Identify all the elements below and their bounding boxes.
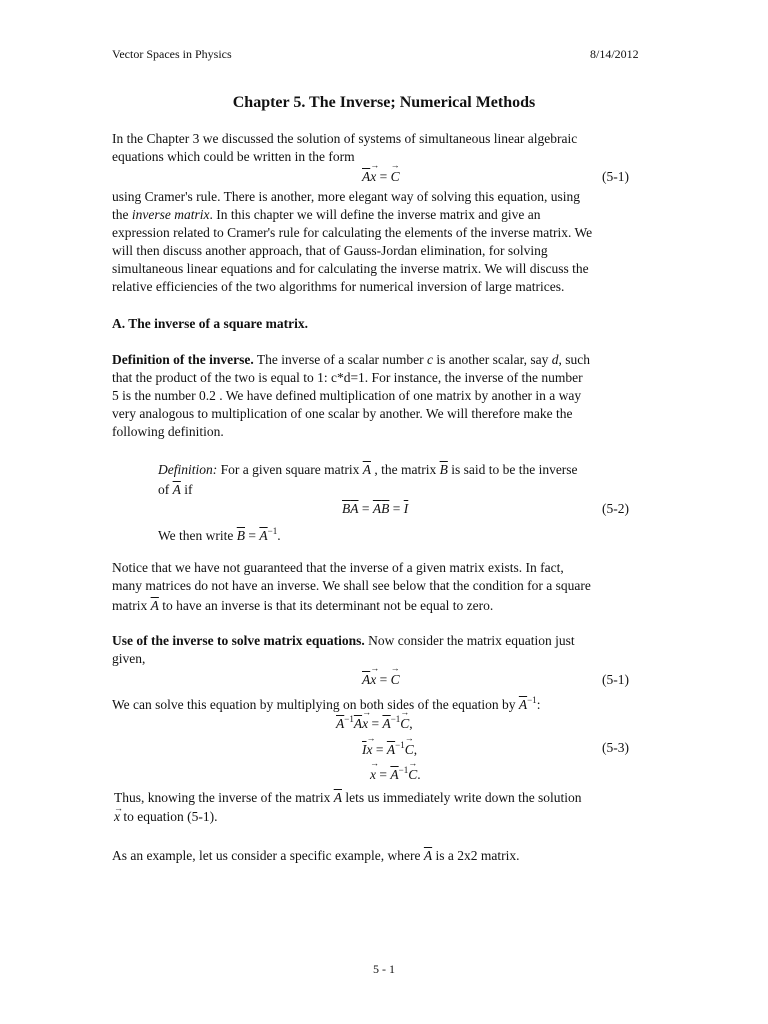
definition-line-3: 5 is the number 0.2 . We have defined multiplication of one matrix by another in a way — [112, 388, 582, 403]
section-a-heading: A. The inverse of a square matrix. — [112, 316, 308, 331]
intro-line-8: relative efficiencies of the two algorithms for numerical inversion of large matrices. — [112, 279, 565, 294]
intro-line-5: expression related to Cramer's rule for calculating the elements of the inverse matrix. We — [112, 225, 593, 240]
definition-box-line-2: of $\overline{A}$ if — [158, 482, 193, 497]
equation-number-5-3: (5-3) — [602, 740, 629, 755]
thus-line-2: → x to equation (5-1). — [114, 808, 217, 826]
running-header-left: Vector Spaces in Physics — [112, 47, 232, 61]
thus-line-1: Thus, knowing the inverse of the matrix $\overline{A}$ lets us immediately write down the solution — [114, 790, 582, 805]
equation-number-5-2: (5-2) — [602, 501, 629, 516]
intro-line-3: using Cramer's rule. There is another, more elegant way of solving this equation, using — [112, 189, 581, 204]
equation-step-1: $\overline{A}^{-1}\overline{A}\to x = \overline{A}^{-1}\to C$, — [336, 714, 413, 732]
intro-line-2: equations which could be written in the form — [112, 149, 355, 164]
equation-number-5-1-b: (5-1) — [602, 672, 629, 687]
intro-line-1: In the Chapter 3 we discussed the solution of systems of simultaneous linear algebraic — [112, 131, 578, 146]
equation-5-1-b: $\overline{A}\to x$ = → C — [362, 672, 400, 688]
definition-box-line-3: We then write $\overline{B} = \overline{A}^{-1}$. — [158, 526, 281, 543]
intro-line-7: simultaneous linear equations and for calculating the inverse matrix. We will discuss the — [112, 261, 589, 276]
notice-line-1: Notice that we have not guaranteed that the inverse of a given matrix exists. In fact, — [112, 560, 564, 575]
definition-box-line-1: Definition: For a given square matrix $\overline{A}$ , the matrix $\overline{B}$ is said to be the inverse — [158, 462, 578, 477]
use-line-2: given, — [112, 651, 146, 666]
definition-line-1: Definition of the inverse. The inverse of a scalar number c is another scalar, say d, such — [112, 352, 590, 367]
equation-step-2: $\overline{I}\to x = \overline{A}^{-1}\to C$, — [362, 740, 417, 758]
definition-line-2: that the product of the two is equal to 1: c*d=1. For instance, the inverse of the number — [112, 370, 583, 385]
equation-5-2: $\overline{B}\overline{A} = \overline{A}\overline{B} = \overline{I}$ — [342, 501, 409, 516]
equation-number-5-1-a: (5-1) — [602, 169, 629, 184]
use-line-3: We can solve this equation by multiplying on both sides of the equation by $\overline{A}^{-1}$: — [112, 695, 541, 712]
use-line-1: Use of the inverse to solve matrix equations. Now consider the matrix equation just — [112, 633, 575, 648]
intro-line-6: will then discuss another approach, that of Gauss-Jordan elimination, for solving — [112, 243, 548, 258]
running-header-date: 8/14/2012 — [590, 47, 639, 61]
page-number: 5 - 1 — [373, 962, 395, 976]
intro-line-4: the inverse matrix. In this chapter we will define the inverse matrix and give an — [112, 207, 541, 222]
example-line: As an example, let us consider a specific example, where $\overline{A}$ is a 2x2 matrix. — [112, 848, 520, 863]
notice-line-2: many matrices do not have an inverse. We shall see below that the condition for a square — [112, 578, 591, 593]
definition-line-5: following definition. — [112, 424, 224, 439]
definition-line-4: very analogous to multiplication of one scalar by another. We will therefore make the — [112, 406, 573, 421]
equation-5-1-a: $\overline{A}\to x$ = → C — [362, 169, 400, 185]
chapter-title: Chapter 5. The Inverse; Numerical Methods — [232, 94, 536, 111]
notice-line-3: matrix $\overline{A}$ to have an inverse is that its determinant not be equal to zero. — [112, 598, 494, 613]
equation-step-3: → $x = \overline{A}^{-1}\to C$. — [370, 765, 421, 783]
